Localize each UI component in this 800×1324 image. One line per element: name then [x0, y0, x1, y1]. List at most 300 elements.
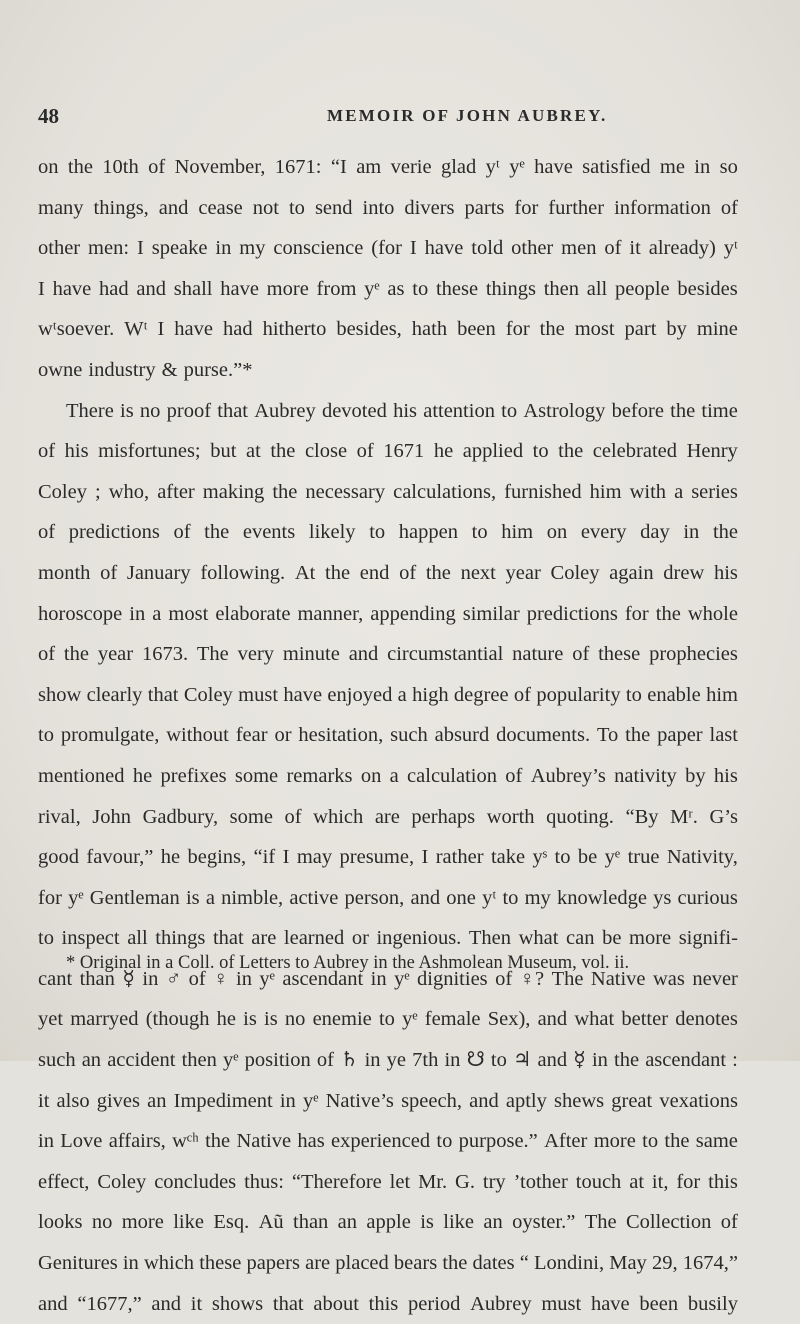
word: shews	[554, 1089, 605, 1112]
word: Coley	[97, 1170, 147, 1193]
word: the	[67, 156, 93, 178]
word: similar	[462, 602, 520, 625]
word: &	[161, 358, 178, 381]
word: must	[238, 683, 279, 706]
word: and	[469, 1089, 499, 1112]
word: G.	[455, 1170, 475, 1193]
word: to	[501, 399, 518, 422]
word: ingenious.	[376, 927, 462, 950]
text-line	[38, 797, 738, 838]
word: a	[152, 602, 162, 625]
word: I	[157, 318, 165, 341]
word: are	[374, 805, 400, 828]
word: Aubrey	[254, 399, 316, 422]
word: every	[580, 521, 627, 544]
word: have	[424, 237, 464, 260]
word: yˢ	[532, 846, 548, 869]
word: paper	[657, 724, 703, 747]
word: “1677,”	[77, 1292, 142, 1315]
word: drew	[663, 561, 705, 584]
word: proof	[166, 399, 212, 422]
word: by	[666, 318, 687, 341]
word: or	[274, 724, 292, 747]
word: popularity	[536, 683, 621, 706]
text-line	[38, 1243, 738, 1284]
word: speake	[151, 237, 208, 260]
word: Sex),	[487, 1008, 531, 1031]
word: predictions	[526, 602, 618, 625]
word: and	[537, 1008, 568, 1031]
word: looks	[38, 1211, 83, 1234]
word: people	[615, 277, 670, 300]
word: him	[589, 480, 622, 503]
word: who,	[108, 480, 150, 503]
word: the	[655, 602, 681, 625]
paragraph-1	[38, 147, 738, 391]
word: necessary	[305, 480, 386, 503]
word: an	[483, 1211, 503, 1234]
word: prefixes	[160, 764, 227, 787]
word: of	[720, 1211, 738, 1234]
word: never	[692, 967, 738, 990]
word: presume,	[339, 846, 415, 869]
word: in	[444, 1049, 461, 1072]
word: ♄	[340, 1049, 359, 1072]
word: owne	[38, 358, 83, 381]
word: circumstantial	[387, 643, 504, 666]
word: the	[425, 561, 451, 584]
running-head: MEMOIR OF JOHN AUBREY.	[327, 106, 608, 125]
word: Mr.	[418, 1170, 448, 1193]
word: and	[410, 886, 441, 909]
word: and	[348, 643, 379, 666]
word: be	[602, 927, 622, 950]
word: try	[482, 1170, 506, 1193]
word: about	[313, 1292, 359, 1315]
word: clearly	[86, 683, 143, 706]
word: to	[369, 521, 386, 544]
word: concludes	[154, 1170, 237, 1193]
word: most	[574, 318, 615, 341]
word: year	[505, 561, 541, 584]
word: favour,”	[86, 846, 154, 869]
word: so	[719, 156, 738, 178]
word: that	[147, 683, 179, 706]
page-number: 48	[38, 104, 59, 128]
word: yᵉ	[394, 967, 410, 990]
text-line	[38, 188, 738, 229]
word: the	[442, 1252, 468, 1275]
word: of	[505, 764, 523, 787]
text-line	[38, 228, 738, 269]
text-line	[38, 1162, 738, 1203]
word: him	[706, 683, 738, 706]
word: am	[356, 156, 382, 178]
word: inspect	[61, 927, 120, 950]
word: yᵉ	[223, 1049, 239, 1072]
word: more	[593, 1130, 636, 1153]
word: ☿	[122, 967, 135, 990]
word: G’s	[709, 805, 738, 828]
word: in	[279, 1089, 296, 1112]
word: placed	[335, 1252, 389, 1275]
word: these	[598, 643, 641, 666]
word: things	[485, 277, 536, 300]
word: the	[204, 521, 230, 544]
word: that	[212, 927, 244, 950]
word: parts	[464, 196, 505, 219]
word: happen	[398, 521, 458, 544]
text-line	[38, 1040, 738, 1081]
word: Londini,	[534, 1252, 605, 1275]
word: to	[38, 724, 54, 747]
word: 1671:	[274, 156, 322, 178]
word: I	[409, 237, 417, 260]
word: yᵉ	[259, 967, 275, 990]
word: affairs,	[108, 1130, 166, 1153]
word: ye	[386, 1049, 407, 1072]
body-text	[38, 147, 738, 1324]
word: and	[158, 196, 189, 219]
word: nature	[512, 643, 564, 666]
word: enjoyed	[327, 683, 393, 706]
word: At	[294, 561, 316, 584]
word: of	[513, 683, 531, 706]
word: good	[38, 846, 79, 869]
word: of	[100, 561, 118, 584]
word: period	[408, 1292, 461, 1315]
text-line	[38, 878, 738, 919]
word: to	[38, 927, 54, 950]
word: is	[185, 886, 200, 909]
word: not	[252, 196, 279, 219]
word: the	[625, 724, 651, 747]
word: an	[147, 1089, 167, 1112]
word: his	[393, 399, 417, 422]
word: Gentleman	[89, 886, 180, 909]
word: without	[166, 724, 229, 747]
word: 1674,”	[682, 1252, 738, 1275]
word: have	[534, 156, 573, 178]
word: information	[614, 196, 711, 219]
word: dignities	[417, 967, 488, 990]
word: to	[532, 440, 549, 463]
word: Coley	[550, 561, 600, 584]
word: remarks	[286, 764, 353, 787]
word: I	[38, 277, 45, 300]
word: his	[64, 440, 89, 463]
word: likely	[308, 521, 356, 544]
word: in	[591, 1049, 608, 1072]
word: he	[216, 1008, 236, 1031]
word: better	[621, 1008, 669, 1031]
word: experienced	[331, 1130, 431, 1153]
word: the	[272, 480, 298, 503]
word: in	[683, 521, 700, 544]
word: very	[237, 643, 275, 666]
word: Aũ	[258, 1211, 284, 1234]
text-line	[38, 675, 738, 716]
word: then	[543, 277, 579, 300]
word: can	[566, 927, 595, 950]
word: Native’s	[325, 1089, 394, 1112]
word: furnished	[504, 480, 582, 503]
word: yᵉ	[68, 886, 84, 909]
word: more	[121, 1211, 164, 1234]
word: curious	[677, 886, 738, 909]
word: denotes	[675, 1008, 738, 1031]
word: marryed	[70, 1008, 139, 1031]
word: cant	[38, 967, 73, 990]
word: to	[288, 196, 305, 219]
word: close	[304, 440, 348, 463]
word: ♃	[512, 1049, 532, 1072]
word: must	[541, 1292, 582, 1315]
word: before	[611, 399, 664, 422]
word: me	[659, 156, 685, 178]
word: quoting.	[546, 805, 614, 828]
text-line	[38, 1284, 738, 1324]
word: in	[215, 237, 232, 260]
word: to	[642, 1130, 659, 1153]
word: hesitation,	[298, 724, 384, 747]
word: as	[387, 277, 405, 300]
word: knowledge	[556, 886, 647, 909]
word: Nativity,	[666, 846, 738, 869]
word: such	[38, 1049, 76, 1072]
word: thus:	[244, 1170, 284, 1193]
word: absurd	[434, 724, 490, 747]
word: things,	[93, 196, 149, 219]
word: then	[181, 1049, 217, 1072]
word: November,	[174, 156, 266, 178]
word: he	[132, 764, 153, 787]
word: is	[264, 1008, 278, 1031]
word: in	[694, 156, 711, 178]
word: have	[283, 683, 323, 706]
word: (though	[145, 1008, 210, 1031]
word: been	[639, 1292, 679, 1315]
word: hitherto	[262, 318, 327, 341]
word: he	[433, 440, 454, 463]
text-line	[38, 553, 738, 594]
word: nimble,	[221, 886, 284, 909]
word: in	[236, 967, 252, 990]
word: of	[38, 440, 56, 463]
word: 7th	[412, 1049, 439, 1072]
word: to	[502, 886, 519, 909]
word: such	[390, 724, 428, 747]
word: I	[136, 237, 144, 260]
word: yᵉ	[402, 1008, 418, 1031]
word: and	[136, 277, 166, 300]
word: no	[284, 1008, 306, 1031]
word: an	[81, 1049, 102, 1072]
word: mentioned	[38, 764, 125, 787]
word: a	[205, 886, 215, 909]
word: manner,	[297, 602, 364, 625]
word: yᵉ	[509, 156, 525, 178]
word: have	[52, 277, 92, 300]
word: have	[590, 1292, 630, 1315]
word: nativity	[614, 764, 677, 787]
word: besides	[677, 277, 738, 300]
word: After	[544, 1130, 588, 1153]
word: worth	[486, 805, 535, 828]
word: gives	[96, 1089, 140, 1112]
word: Gadbury,	[142, 805, 219, 828]
word: “By	[625, 805, 659, 828]
word: for	[514, 196, 539, 219]
text-line	[38, 350, 738, 391]
word: Esq.	[213, 1211, 250, 1234]
word: my	[524, 886, 551, 909]
word: it	[190, 1292, 203, 1315]
word: active	[289, 886, 339, 909]
word: 29,	[651, 1252, 678, 1275]
word: horoscope	[38, 602, 123, 625]
word: effect,	[38, 1170, 90, 1193]
word: the	[664, 1130, 690, 1153]
word: 1671	[383, 440, 425, 463]
word: devoted	[321, 399, 387, 422]
word: show	[38, 683, 82, 706]
word: wᵗsoever.	[38, 318, 115, 341]
word: for	[624, 602, 649, 625]
word: Aubrey	[470, 1292, 532, 1315]
word: the	[270, 440, 296, 463]
word: the	[539, 318, 565, 341]
text-line	[38, 391, 738, 432]
word: some	[234, 764, 279, 787]
word: than	[79, 967, 115, 990]
word: appending	[370, 602, 456, 625]
word: is	[120, 399, 134, 422]
word: these	[435, 277, 479, 300]
word: from	[316, 277, 357, 300]
word: told	[471, 237, 504, 260]
word: conscience	[273, 237, 364, 260]
word: applied	[462, 440, 524, 463]
word: ☋	[466, 1049, 485, 1072]
word: in	[122, 1252, 139, 1275]
word: Then	[468, 927, 512, 950]
word: “	[519, 1252, 529, 1275]
word: are	[251, 927, 277, 950]
word: of	[316, 1049, 334, 1072]
word: apple	[366, 1211, 411, 1234]
word: person,	[344, 886, 405, 909]
word: than	[293, 1211, 329, 1234]
word: last	[709, 724, 738, 747]
word: 1673.	[141, 643, 189, 666]
word: for	[676, 1170, 701, 1193]
word: Mʳ.	[670, 805, 698, 828]
word: I	[421, 846, 429, 869]
word: Wᵗ	[124, 318, 148, 341]
word: men:	[88, 237, 130, 260]
word: of	[188, 967, 206, 990]
word: all	[127, 927, 148, 950]
word: “if	[253, 846, 276, 869]
word: I	[282, 846, 290, 869]
word: female	[424, 1008, 481, 1031]
word: to	[412, 277, 429, 300]
word: at	[245, 440, 261, 463]
word: but	[210, 440, 237, 463]
word: events	[242, 521, 296, 544]
word: misfortunes;	[98, 440, 201, 463]
word: with	[629, 480, 667, 503]
word: of	[572, 643, 590, 666]
word: the	[712, 521, 738, 544]
word: ascendant	[645, 1049, 727, 1072]
word: making	[202, 480, 265, 503]
word: ☿	[573, 1049, 586, 1072]
word: glad	[440, 156, 477, 178]
text-line	[38, 715, 738, 756]
word: ’tother	[513, 1170, 568, 1193]
word: of	[38, 521, 56, 544]
text-line	[38, 756, 738, 797]
word: other	[511, 237, 554, 260]
text-line	[38, 1081, 738, 1122]
word: ♀	[213, 967, 229, 990]
word: satisfied	[582, 156, 651, 178]
word: all	[586, 277, 608, 300]
word: Love	[60, 1130, 103, 1153]
text-line	[38, 999, 738, 1040]
word: of	[284, 805, 302, 828]
word: which	[143, 1252, 195, 1275]
word: send	[314, 196, 353, 219]
word: ys	[653, 886, 672, 909]
word: yᵉ	[302, 1089, 319, 1112]
word: already)	[648, 237, 716, 260]
word: like	[173, 1211, 204, 1234]
word: a	[674, 480, 684, 503]
word: his	[713, 764, 738, 787]
word: To	[596, 724, 619, 747]
word: a	[397, 683, 407, 706]
word: rather	[435, 846, 484, 869]
word: predictions	[68, 521, 160, 544]
word: degree	[453, 683, 509, 706]
word: of	[604, 237, 622, 260]
text-line	[38, 512, 738, 553]
word: the	[63, 643, 89, 666]
word: also	[56, 1089, 90, 1112]
word: calculations,	[393, 480, 497, 503]
word: The	[196, 643, 229, 666]
word: many	[38, 196, 84, 219]
word: to	[554, 846, 571, 869]
word: it,	[651, 1170, 669, 1193]
text-line	[38, 1202, 738, 1243]
word: Astrology	[523, 399, 606, 422]
word: was	[653, 967, 685, 990]
word: to	[378, 1008, 395, 1031]
word: of	[495, 967, 513, 990]
word: yᵉ	[364, 277, 380, 300]
word: by	[685, 764, 706, 787]
word: “Therefore	[291, 1170, 382, 1193]
word: men	[561, 237, 597, 260]
word: one	[446, 886, 476, 909]
word: documents.	[496, 724, 591, 747]
word: May	[609, 1252, 647, 1275]
word: had	[222, 318, 253, 341]
